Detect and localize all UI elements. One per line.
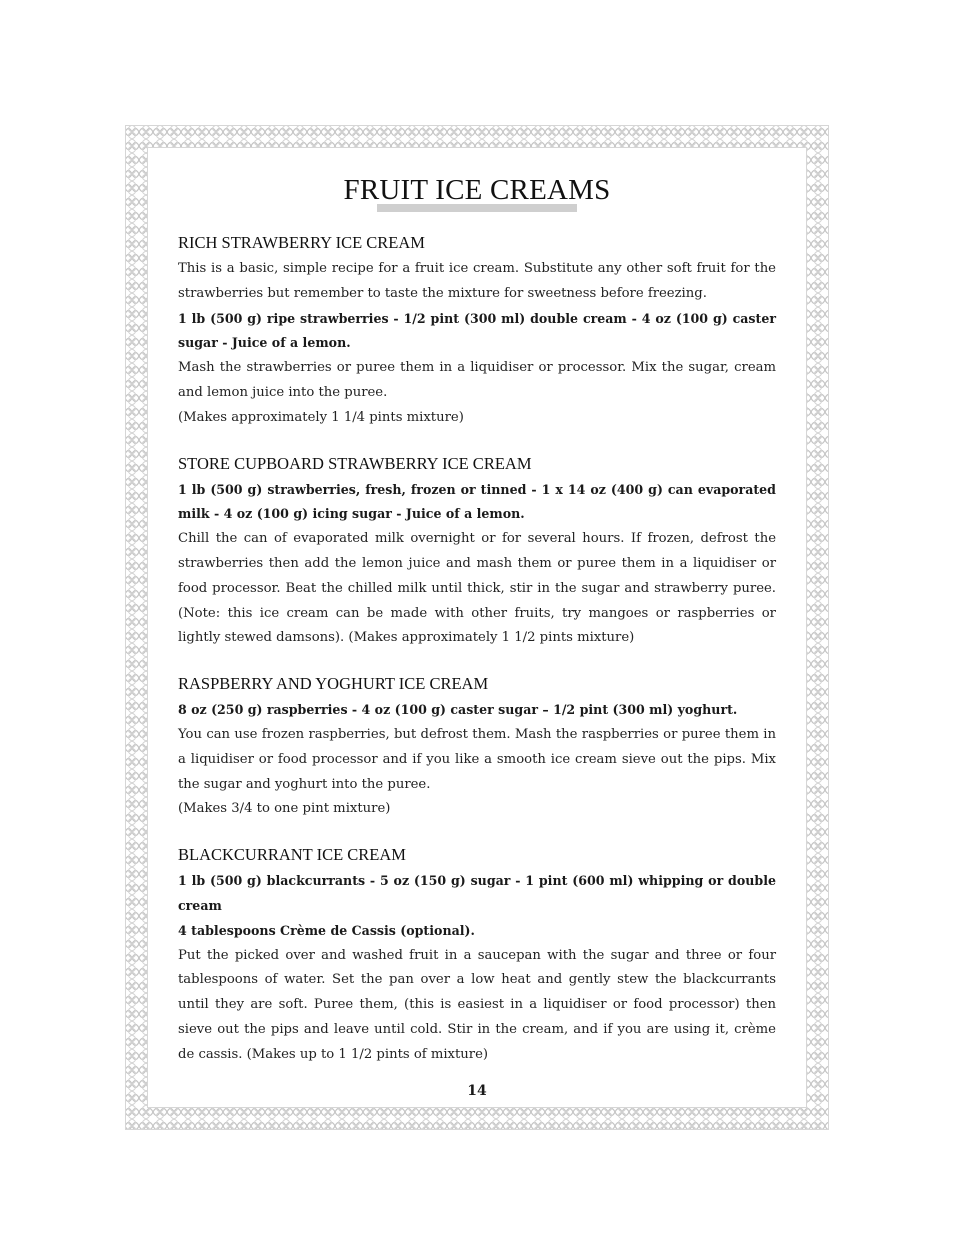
recipe-blackcurrant: [178, 844, 776, 1067]
recipe-heading: RICH STRAWBERRY ICE CREAM: [178, 233, 425, 252]
recipe-yield: (Makes 3/4 to one pint mixture): [178, 801, 391, 817]
page-title: FRUIT ICE CREAMS: [343, 174, 611, 206]
recipe-ingredients: 1 lb (500 g) ripe strawberries - 1/2 pint (300 ml) double cream - 4 oz (100 g) caster sugar - Juice of a lemon.: [178, 310, 776, 351]
page-content: [178, 170, 776, 1068]
recipe-raspberry-yoghurt: [178, 673, 776, 822]
recipe-heading: RASPBERRY AND YOGHURT ICE CREAM: [178, 674, 489, 694]
recipe-ingredients-optional: 4 tablespoons Crème de Cassis (optional).: [178, 922, 475, 938]
recipe-heading: BLACKCURRANT ICE CREAM: [178, 845, 406, 865]
recipe-method: Put the picked over and washed fruit in a saucepan with the sugar and three or four tablespoons of water. Set the pan over a low heat and gently stew the blackcurrants until they are soft. Puree them, (this is easiest in a liquidiser or food processor) then sieve out the pips and leave until cold. Stir in the cream, and if you are using it, crème de cassis. (Makes up to 1 1/2 pints of mixture): [178, 947, 776, 1062]
recipe-ingredients: 1 lb (500 g) strawberries, fresh, frozen or tinned - 1 x 14 oz (400 g) can evaporated milk - 4 oz (100 g) icing sugar - Juice of a lemon.: [178, 481, 776, 522]
recipe-method: You can use frozen raspberries, but defrost them. Mash the raspberries or puree them in a liquidiser or food processor and if you like a smooth ice cream sieve out the pips. Mix the sugar and yoghurt into the puree.: [178, 726, 776, 792]
recipe-method: Chill the can of evaporated milk overnight or for several hours. If frozen, defrost the strawberries then add the lemon juice and mash them or puree them in a liquidiser or food processor. Beat the chilled milk until thick, stir in the sugar and strawberry puree. (Note: this ice cream can be made with other fruits, try mangoes or raspberries or lightly stewed damsons). (Makes approximately 1 1/2 pints mixture): [178, 531, 776, 646]
page-number: 14: [467, 1083, 487, 1099]
recipe-method: Mash the strawberries or puree them in a liquidiser or processor. Mix the sugar, cream and lemon juice into the puree.: [178, 360, 776, 400]
recipe-intro: This is a basic, simple recipe for a fruit ice cream. Substitute any other soft fruit for the strawberries but remember to taste the mixture for sweetness before freezing.: [178, 261, 776, 301]
recipe-ingredients: 8 oz (250 g) raspberries - 4 oz (100 g) caster sugar – 1/2 pint (300 ml) yoghurt.: [178, 702, 738, 718]
recipe-yield: (Makes approximately 1 1/4 pints mixture): [178, 409, 464, 425]
recipe-store-cupboard-strawberry: [178, 453, 776, 652]
recipe-rich-strawberry: [178, 232, 776, 431]
recipe-heading: STORE CUPBOARD STRAWBERRY ICE CREAM: [178, 453, 532, 473]
recipe-ingredients: 1 lb (500 g) blackcurrants - 5 oz (150 g) sugar - 1 pint (600 ml) whipping or double cream: [178, 873, 776, 913]
